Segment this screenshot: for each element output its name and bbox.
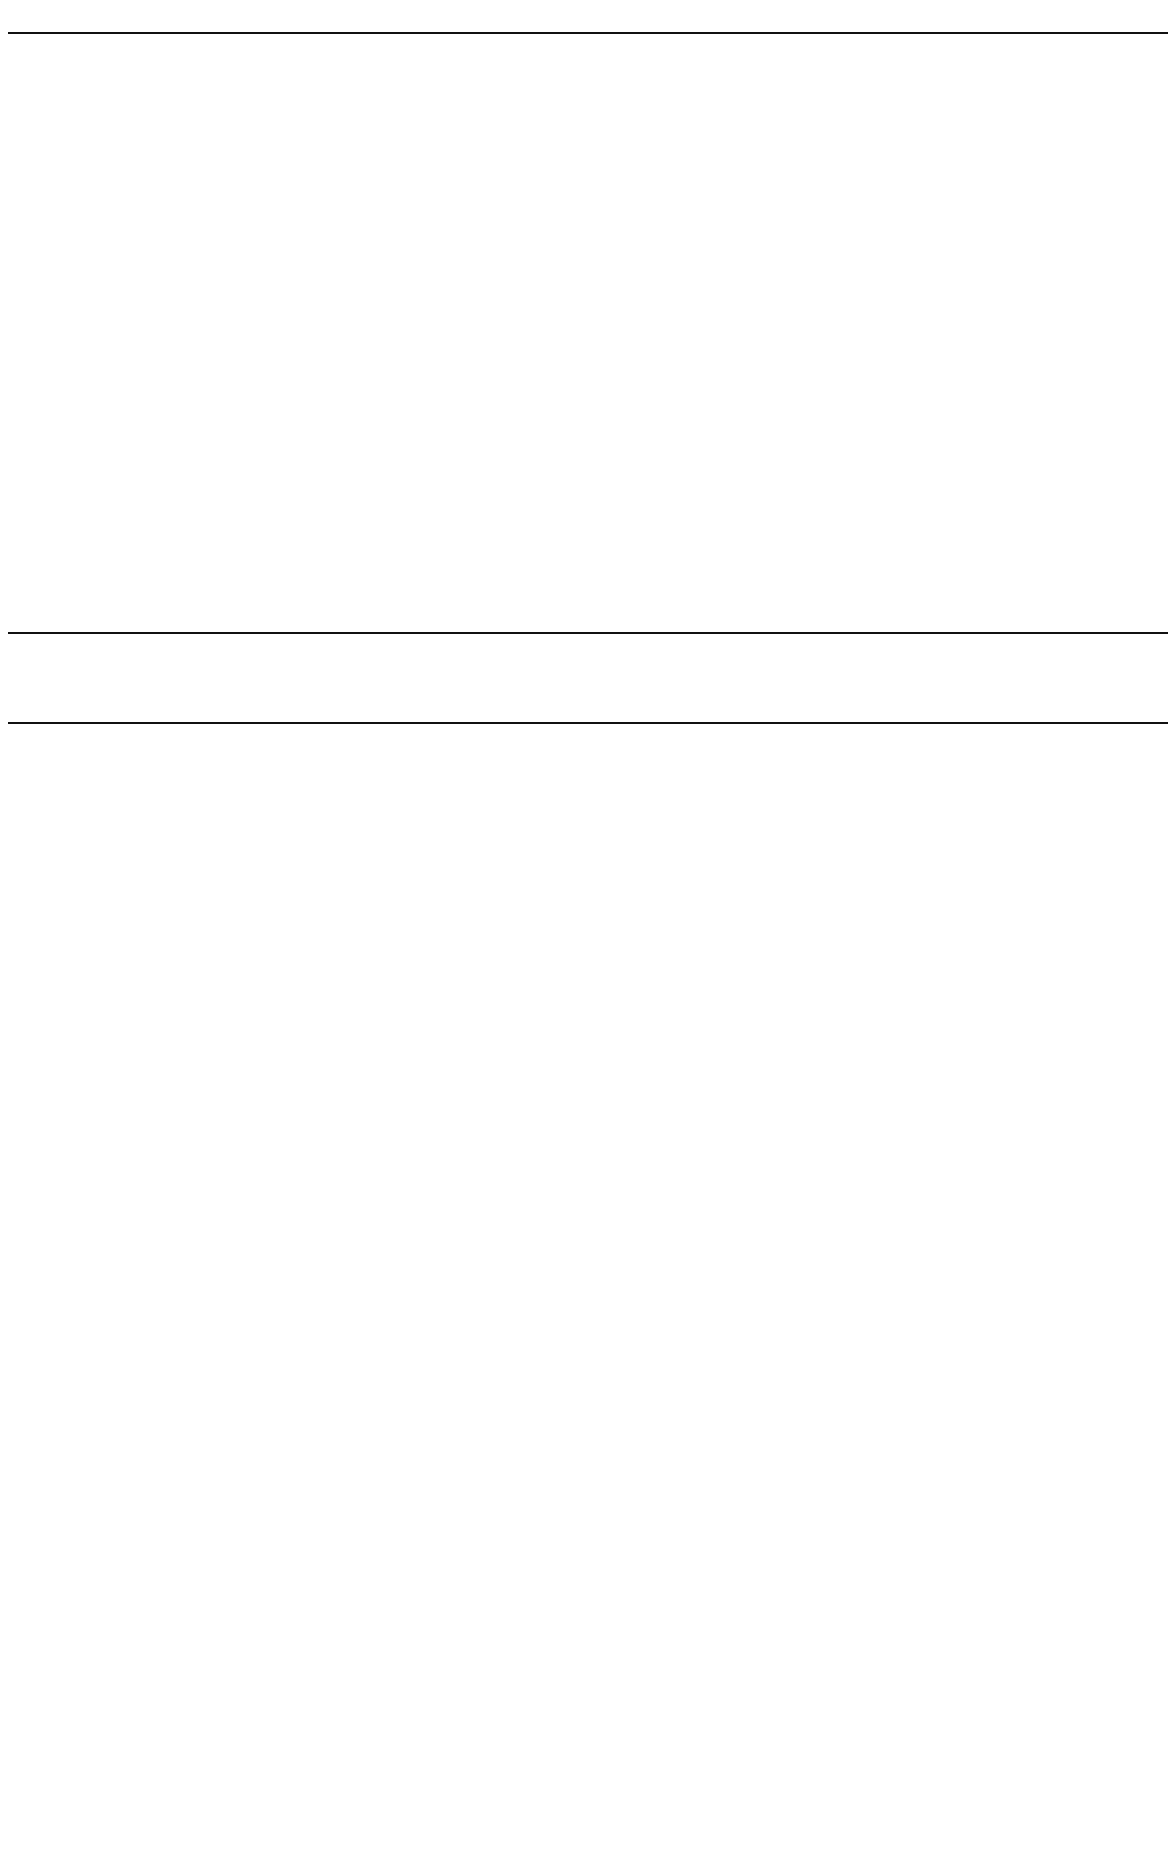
service-directory: [8, 724, 1168, 1868]
classified-columns: [8, 36, 1168, 632]
directory-banner: [8, 632, 1168, 724]
masthead: [8, 6, 1168, 34]
